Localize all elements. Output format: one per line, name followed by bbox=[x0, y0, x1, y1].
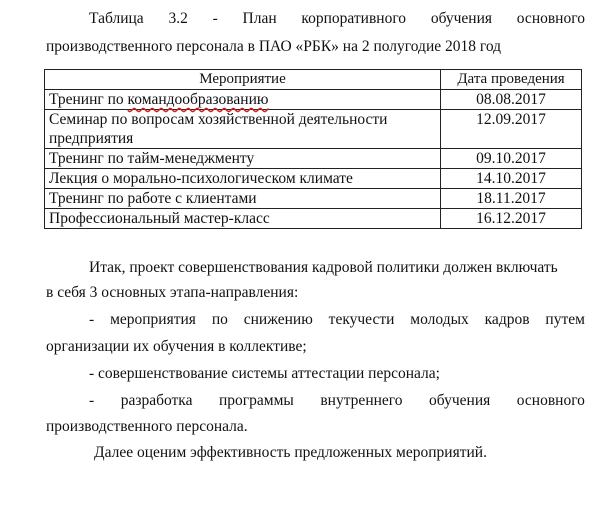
bullet-word: путем bbox=[545, 311, 585, 328]
event-cell: Лекция о морально-психологическом климате bbox=[45, 169, 441, 189]
header-date: Дата проведения bbox=[441, 70, 582, 90]
bullet-word: мероприятия bbox=[110, 311, 196, 328]
paragraph-intro-line1: Итак, проект совершенствования кадровой политики должен включать bbox=[89, 259, 558, 276]
header-event: Мероприятие bbox=[45, 70, 441, 90]
table-header-row bbox=[45, 70, 582, 90]
bullet-word: - bbox=[89, 392, 95, 409]
table-row bbox=[45, 209, 582, 229]
caption-word: План bbox=[242, 10, 277, 27]
caption-word: корпоративного bbox=[301, 10, 407, 27]
date-cell: 12.09.2017 bbox=[441, 110, 582, 149]
table-row bbox=[45, 189, 582, 209]
table-row bbox=[45, 110, 582, 149]
bullet-word: по bbox=[211, 311, 228, 328]
table-caption-line1 bbox=[89, 9, 585, 29]
event-cell: Тренинг по тайм-менеджменту bbox=[45, 149, 441, 169]
table-row bbox=[45, 169, 582, 189]
bullet-3-line1 bbox=[89, 391, 585, 411]
date-cell: 18.11.2017 bbox=[441, 189, 582, 209]
table-caption-line2: производственного персонала в ПАО «РБК» на 2 полугодие 2018 год bbox=[46, 38, 502, 55]
caption-word: Таблица bbox=[89, 10, 144, 27]
bullet-word: молодых bbox=[410, 311, 469, 328]
bullet-1-line1 bbox=[89, 310, 585, 330]
caption-word: - bbox=[212, 10, 218, 27]
training-plan-table bbox=[44, 69, 582, 229]
bullet-3-line2: производственного персонала. bbox=[46, 418, 248, 435]
bullet-word: текучести bbox=[328, 311, 395, 328]
bullet-word: снижению bbox=[243, 311, 313, 328]
event-cell bbox=[45, 90, 441, 110]
event-cell: Профессиональный мастер-класс bbox=[45, 209, 441, 229]
bullet-word: - bbox=[89, 311, 95, 328]
caption-word: обучения bbox=[430, 10, 493, 27]
event-cell bbox=[45, 110, 441, 149]
paragraph-intro-line2: в себя 3 основных этапа-направления: bbox=[46, 284, 299, 301]
table-row bbox=[45, 149, 582, 169]
bullet-word: кадров bbox=[484, 311, 530, 328]
date-cell: 16.12.2017 bbox=[441, 209, 582, 229]
paragraph-conclusion: Далее оценим эффективность предложенных мероприятий. bbox=[94, 444, 487, 461]
event-text-line2: предприятия bbox=[49, 130, 134, 147]
bullet-2: - совершенствование системы аттестации персонала; bbox=[89, 365, 440, 382]
caption-word: 3.2 bbox=[168, 10, 188, 27]
event-text: Тренинг по bbox=[49, 91, 128, 108]
bullet-word: разработка bbox=[120, 392, 193, 409]
bullet-1-line2: организации их обучения в коллективе; bbox=[46, 338, 307, 355]
bullet-word: основного bbox=[516, 392, 585, 409]
event-cell: Тренинг по работе с клиентами bbox=[45, 189, 441, 209]
date-cell: 14.10.2017 bbox=[441, 169, 582, 189]
date-cell: 09.10.2017 bbox=[441, 149, 582, 169]
event-text-line1: Семинар по вопросам хозяйственной деятельности bbox=[49, 111, 388, 128]
bullet-word: программы bbox=[219, 392, 294, 409]
caption-word: основного bbox=[516, 10, 585, 27]
bullet-word: обучения bbox=[429, 392, 491, 409]
bullet-word: внутреннего bbox=[320, 392, 403, 409]
date-cell: 08.08.2017 bbox=[441, 90, 582, 110]
spellcheck-marked-word: командообразованию bbox=[127, 91, 269, 108]
table-row bbox=[45, 90, 582, 110]
